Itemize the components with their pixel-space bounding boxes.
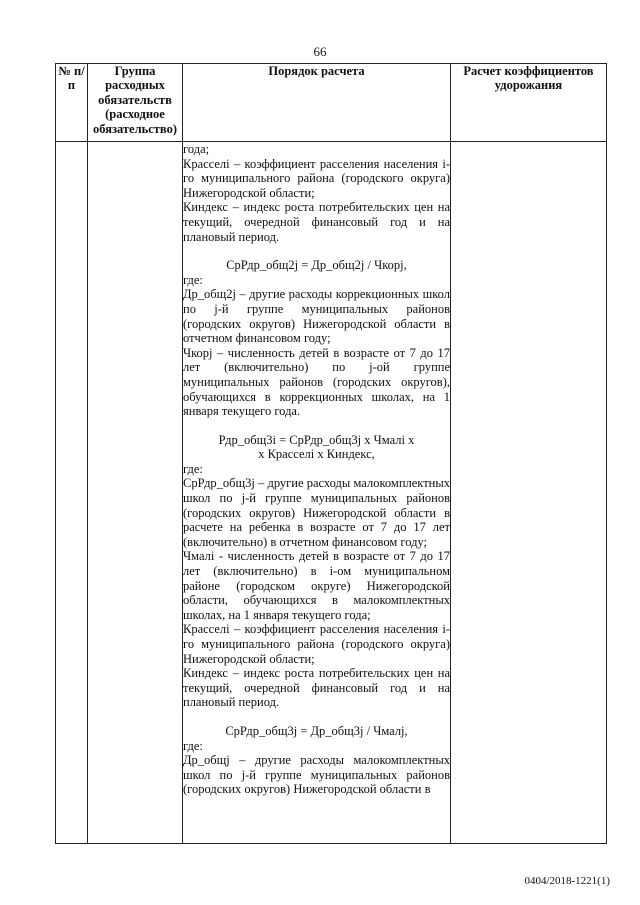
text-paragraph: где: bbox=[183, 738, 203, 753]
table-header-row bbox=[56, 64, 607, 142]
cell-coefficient-calculation bbox=[451, 142, 607, 844]
paragraph-gap bbox=[183, 710, 450, 724]
text-paragraph: где: bbox=[183, 272, 203, 287]
paragraph-gap bbox=[183, 419, 450, 433]
formula-line: СрРдр_общ3j = Др_общ3j / Чмалj, bbox=[225, 723, 408, 738]
cell-expense-group bbox=[88, 142, 183, 844]
header-calculation-procedure: Порядок расчета bbox=[183, 64, 451, 142]
text-paragraph: Чкорj – численность детей в возрасте от 7 до 17 лет (включительно) по j-ой группе муниципальных районов (городских округов), обучающихся в коррекционных школах, на 1 января текущего года. bbox=[183, 345, 450, 419]
text-paragraph: Киндекс – индекс роста потребительских цен на текущий, очередной финансовый год и на плановый период. bbox=[183, 200, 450, 244]
text-paragraph: Красселi – коэффициент расселения населения i-го муниципального района (городского округа) Нижегородской области; bbox=[183, 622, 450, 666]
text-paragraph: Чмалi - численность детей в возрасте от 7 до 17 лет (включительно) в i-ом муниципальном районе (городском округе) Нижегородской области, обучающихся в малокомплектных школах, на 1 января текущего года; bbox=[183, 549, 450, 622]
cell-number bbox=[56, 142, 88, 844]
cell-calculation-procedure bbox=[183, 142, 451, 844]
formula-line: Рдр_общ3i = СрРдр_общ3j х Чмалi х bbox=[218, 432, 415, 447]
text-paragraph: года; bbox=[183, 142, 210, 156]
text-paragraph: Красселi – коэффициент расселения населения i-го муниципального района (городского округа) Нижегородской области; bbox=[183, 156, 450, 200]
calculation-table bbox=[55, 63, 607, 844]
header-number: № п/п bbox=[56, 64, 88, 142]
formula-line: СрРдр_общ2j = Др_общ2j / Чкорj, bbox=[226, 258, 407, 273]
paragraph-gap bbox=[183, 244, 450, 258]
text-paragraph: Др_общ2j – другие расходы коррекционных школ по j-й группе муниципальных районов (городских округов) Нижегородской области в отчетном финансовом году; bbox=[183, 287, 450, 346]
page-number: 66 bbox=[313, 44, 327, 59]
formula-line: х Красселi х Киндекс, bbox=[258, 447, 375, 462]
header-expense-group: Группа расходных обязательств (расходное обязательство) bbox=[88, 64, 183, 142]
header-coefficient-calculation: Расчет коэффициентов удорожания bbox=[451, 64, 607, 142]
document-code: 0404/2018-1221(1) bbox=[524, 875, 610, 887]
text-paragraph: Киндекс – индекс роста потребительских цен на текущий, очередной финансовый год и на плановый период. bbox=[183, 666, 450, 710]
procedure-body bbox=[183, 142, 450, 797]
table-body-row bbox=[56, 142, 607, 844]
text-paragraph: Др_общj – другие расходы малокомплектных школ по j-й группе муниципальных районов (городских округов) Нижегородской области в bbox=[183, 753, 450, 797]
text-paragraph: СрРдр_общ3j – другие расходы малокомплектных школ по j-й группе муниципальных районов (городских округов) Нижегородской области в расчете на ребенка в возрасте от 7 до 17 лет (включительно) в отчетном финансовом году; bbox=[183, 476, 450, 549]
text-paragraph: где: bbox=[183, 461, 203, 476]
